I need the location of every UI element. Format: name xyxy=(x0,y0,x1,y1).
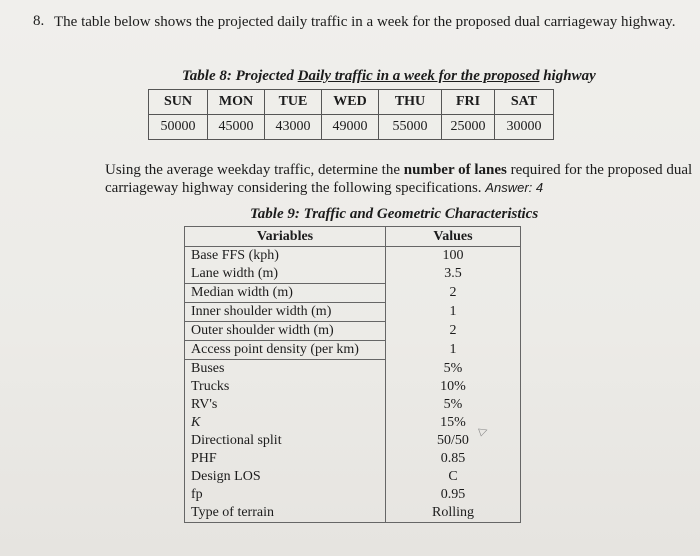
value-cell: 5% xyxy=(386,360,521,379)
table8-caption-end: highway xyxy=(539,68,596,84)
mouse-cursor-icon: ▷ xyxy=(477,422,490,439)
instructions-text-a: Using the average weekday traffic, determine the xyxy=(105,162,404,178)
value-cell: 50/50 xyxy=(386,432,521,450)
table-row xyxy=(185,396,521,414)
instructions-text-b: required for the proposed dual carriageway highway considering the following specifications. xyxy=(105,162,693,196)
table-row xyxy=(185,486,521,504)
value-cell: 100 xyxy=(386,247,521,266)
table9-header-variables: Variables xyxy=(185,227,386,247)
table8-caption-underlined: Daily traffic in a week for the proposed xyxy=(297,68,540,84)
table-row xyxy=(185,360,521,379)
variable-cell: Buses xyxy=(185,360,386,379)
table8-caption xyxy=(182,68,596,85)
table9-characteristics xyxy=(184,226,521,523)
table8-value: 55000 xyxy=(379,115,442,140)
instructions-paragraph xyxy=(105,161,695,197)
table8-day: SUN xyxy=(149,90,208,115)
variable-cell: RV's xyxy=(185,396,386,414)
table-row xyxy=(185,414,521,432)
table-row xyxy=(185,341,521,360)
variable-cell: Base FFS (kph) xyxy=(185,247,386,266)
table8-day: WED xyxy=(322,90,379,115)
table8-value: 50000 xyxy=(149,115,208,140)
table8-caption-start: Table 8: Projected xyxy=(182,68,298,84)
value-cell: 10% xyxy=(386,378,521,396)
variable-cell: Outer shoulder width (m) xyxy=(185,322,386,341)
value-cell: C xyxy=(386,468,521,486)
table-row xyxy=(185,504,521,523)
table-row xyxy=(185,303,521,322)
table8-day: SAT xyxy=(495,90,554,115)
value-cell: 2 xyxy=(386,322,521,341)
table8-value: 45000 xyxy=(208,115,265,140)
value-cell: 1 xyxy=(386,341,521,360)
value-cell: 5% xyxy=(386,396,521,414)
variable-cell: Design LOS xyxy=(185,468,386,486)
table-row xyxy=(185,378,521,396)
table8-day: THU xyxy=(379,90,442,115)
question-text: The table below shows the projected daily traffic in a week for the proposed dual carriageway highway. xyxy=(54,14,676,30)
variable-cell: fp xyxy=(185,486,386,504)
value-cell: 0.85 xyxy=(386,450,521,468)
table9-header-row xyxy=(185,227,521,247)
table8-values-row xyxy=(149,115,554,140)
table8-day: MON xyxy=(208,90,265,115)
value-cell: 0.95 xyxy=(386,486,521,504)
table-row xyxy=(185,265,521,284)
table-row xyxy=(185,322,521,341)
table9-header-values: Values xyxy=(386,227,521,247)
table-row xyxy=(185,468,521,486)
variable-cell: Lane width (m) xyxy=(185,265,386,284)
variable-cell: Trucks xyxy=(185,378,386,396)
table9-caption: Table 9: Traffic and Geometric Characteristics xyxy=(250,206,539,222)
variable-cell: Access point density (per km) xyxy=(185,341,386,360)
table8-value: 43000 xyxy=(265,115,322,140)
table-row xyxy=(185,284,521,303)
table8-header-row xyxy=(149,90,554,115)
table8-day: TUE xyxy=(265,90,322,115)
variable-cell: Median width (m) xyxy=(185,284,386,303)
table-row xyxy=(185,450,521,468)
variable-cell: Directional split xyxy=(185,432,386,450)
value-cell: 2 xyxy=(386,284,521,303)
value-cell: 15% xyxy=(386,414,521,432)
table8-value: 49000 xyxy=(322,115,379,140)
table8-value: 30000 xyxy=(495,115,554,140)
variable-cell: K xyxy=(185,414,386,432)
table-row xyxy=(185,247,521,266)
answer-text: Answer: 4 xyxy=(485,180,544,195)
instructions-bold: number of lanes xyxy=(403,162,507,178)
table8-day: FRI xyxy=(442,90,495,115)
question-number: 8. xyxy=(33,13,45,29)
table-row xyxy=(185,432,521,450)
value-cell: 1 xyxy=(386,303,521,322)
value-cell: Rolling xyxy=(386,504,521,523)
variable-cell: Inner shoulder width (m) xyxy=(185,303,386,322)
table8-daily-traffic xyxy=(148,89,554,140)
value-cell: 3.5 xyxy=(386,265,521,284)
table8-value: 25000 xyxy=(442,115,495,140)
variable-cell: Type of terrain xyxy=(185,504,386,523)
variable-cell: PHF xyxy=(185,450,386,468)
